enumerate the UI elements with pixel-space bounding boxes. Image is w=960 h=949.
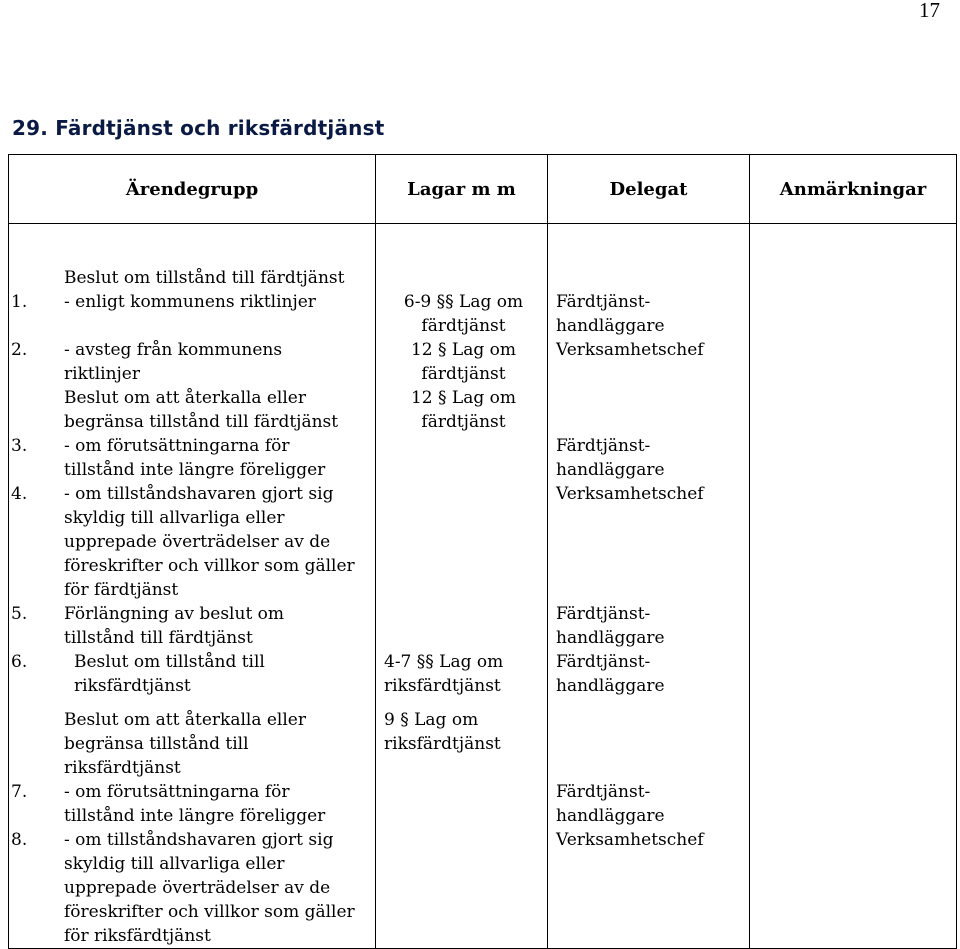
row-text: - avsteg från kommunens riktlinjer [64,340,283,384]
row-number: 8. [11,830,28,850]
row-text: - om tillståndshavaren gjort sig skyldig till allvarliga eller upprepade överträdelser av de föreskrifter och villkor som gäller för färdtjänst [64,484,355,600]
column-header-arendegrupp: Ärendegrupp [9,155,376,224]
row-delegate: Verksamhetschef [556,340,704,360]
row-text: Förlängning av beslut om tillstånd till färdtjänst [64,604,285,648]
row-law: 12 § Lag om färdtjänst [410,340,516,384]
row-text: Beslut om att återkalla eller begränsa tillstånd till riksfärdtjänst [64,710,306,778]
table-row [9,266,957,290]
column-header-lagar: Lagar m m [376,155,548,224]
row-text: Beslut om att återkalla eller begränsa tillstånd till färdtjänst [64,388,339,432]
row-number: 7. [11,782,28,802]
row-number: 2. [11,340,28,360]
table-row [9,386,957,434]
row-text: - om tillståndshavaren gjort sig skyldig till allvarliga eller upprepade överträdelser av de föreskrifter och villkor som gäller för riksfärdtjänst [64,830,355,946]
delegation-table [8,154,957,949]
table-row [9,434,957,482]
row-delegate: Färdtjänst-handläggare [556,436,665,480]
row-delegate: Färdtjänst-handläggare [556,782,665,826]
row-delegate: Verksamhetschef [556,830,704,850]
table-row [9,780,957,828]
table-row [9,482,957,602]
column-header-delegat: Delegat [548,155,750,224]
row-number: 4. [11,484,28,504]
row-delegate: Färdtjänst-handläggare [556,604,665,648]
table-row [9,650,957,708]
table-header-row [9,155,957,224]
row-law: 9 § Lag om riksfärdtjänst [384,710,501,754]
page-number: 17 [919,0,940,22]
row-delegate: Verksamhetschef [556,484,704,504]
row-number: 3. [11,436,28,456]
table-row [9,708,957,780]
header-spacer-row [9,224,957,267]
row-number: 6. [11,652,28,672]
row-delegate: Färdtjänst-handläggare [556,652,665,696]
row-number: 5. [11,604,28,624]
row-text: - om förutsättningarna för tillstånd inte längre föreligger [64,436,326,480]
row-law: 12 § Lag om färdtjänst [410,388,516,432]
row-law: 6-9 §§ Lag om färdtjänst [403,292,524,336]
column-header-anmarkningar: Anmärkningar [750,155,957,224]
row-delegate: Färdtjänst-handläggare [556,292,665,336]
row-text: - om förutsättningarna för tillstånd inte längre föreligger [64,782,326,826]
row-text: - enligt kommunens riktlinjer [64,292,316,312]
table-row [9,828,957,949]
table-row [9,602,957,650]
table-row [9,290,957,338]
section-heading: 29. Färdtjänst och riksfärdtjänst [12,116,385,140]
row-text: Beslut om tillstånd till riksfärdtjänst [74,652,265,696]
table-row [9,338,957,386]
row-law: 4-7 §§ Lag om riksfärdtjänst [384,652,504,696]
row-number: 1. [11,292,28,312]
row-text: Beslut om tillstånd till färdtjänst [64,268,345,288]
